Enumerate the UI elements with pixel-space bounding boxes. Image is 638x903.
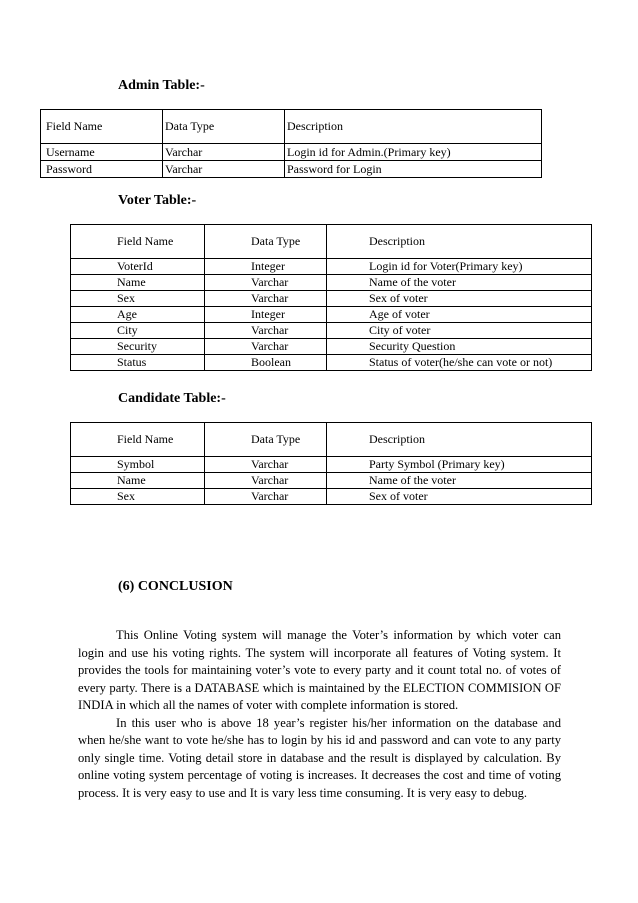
header-cell: Description — [327, 225, 592, 259]
table-row — [41, 144, 542, 161]
table-cell: Varchar — [205, 291, 327, 307]
table-cell: Name of the voter — [327, 275, 592, 291]
table-cell: Status — [71, 355, 205, 371]
table-cell: Symbol — [71, 457, 205, 473]
table-cell: Sex of voter — [327, 291, 592, 307]
header-cell: Field Name — [71, 225, 205, 259]
table-row — [71, 259, 592, 275]
table-row — [71, 355, 592, 371]
table-cell: Username — [41, 144, 163, 161]
header-cell: Description — [327, 423, 592, 457]
table-cell: Sex — [71, 489, 205, 505]
table-row — [71, 457, 592, 473]
table-cell: Varchar — [205, 323, 327, 339]
table-cell: Varchar — [163, 144, 285, 161]
table-row — [71, 323, 592, 339]
header-cell: Data Type — [205, 423, 327, 457]
table-row — [71, 291, 592, 307]
table-cell: Varchar — [205, 339, 327, 355]
voter-table-title: Voter Table:- — [118, 193, 197, 208]
table-cell: Password — [41, 161, 163, 178]
header-cell: Field Name — [71, 423, 205, 457]
table-cell: Age of voter — [327, 307, 592, 323]
table-cell: Name of the voter — [327, 473, 592, 489]
table-row — [71, 275, 592, 291]
conclusion-body — [78, 627, 561, 802]
table-cell: Varchar — [205, 275, 327, 291]
table-cell: Name — [71, 275, 205, 291]
table-cell: Varchar — [205, 457, 327, 473]
table-cell: Sex of voter — [327, 489, 592, 505]
admin-table — [40, 109, 542, 178]
table-cell: Boolean — [205, 355, 327, 371]
table-cell: VoterId — [71, 259, 205, 275]
table-row — [71, 473, 592, 489]
table-cell: Login id for Admin.(Primary key) — [285, 144, 542, 161]
conclusion-paragraph: In this user who is above 18 year’s register his/her information on the database and when he/she want to vote he/she has to login by his id and password and can vote to any party only single time. Voting detail store in database and the result is displayed by calculation. By online voting system percentage of voting is increases. It decreases the cost and time of voting process. It is very easy to use and It is vary less time consuming. It is very easy to debug. — [78, 715, 561, 800]
table-row — [71, 339, 592, 355]
table-cell: Name — [71, 473, 205, 489]
conclusion-paragraph: This Online Voting system will manage the Voter’s information by which voter can login and use his voting rights. The system will incorporate all features of Voting system. It provides the tools for maintaining voter’s vote to every party and it count total no. of votes of every party. There is a DATABASE which is maintained by the ELECTION COMMISION OF INDIA in which all the names of voter with complete information is stored. — [78, 628, 561, 712]
table-cell: Party Symbol (Primary key) — [327, 457, 592, 473]
table-cell: Varchar — [205, 473, 327, 489]
table-header-row — [71, 423, 592, 457]
header-cell: Data Type — [205, 225, 327, 259]
candidate-table-title: Candidate Table:- — [118, 391, 226, 406]
table-cell: Sex — [71, 291, 205, 307]
table-cell: Status of voter(he/she can vote or not) — [327, 355, 592, 371]
header-cell: Data Type — [163, 110, 285, 144]
table-row — [71, 307, 592, 323]
voter-table — [70, 224, 592, 371]
table-cell: Varchar — [163, 161, 285, 178]
table-cell: Security — [71, 339, 205, 355]
table-cell: Login id for Voter(Primary key) — [327, 259, 592, 275]
table-cell: Age — [71, 307, 205, 323]
table-cell: Integer — [205, 259, 327, 275]
admin-table-title: Admin Table:- — [118, 78, 205, 93]
header-cell: Field Name — [41, 110, 163, 144]
table-header-row — [41, 110, 542, 144]
table-cell: Security Question — [327, 339, 592, 355]
table-row — [41, 161, 542, 178]
conclusion-heading: (6) CONCLUSION — [118, 579, 233, 594]
table-cell: Varchar — [205, 489, 327, 505]
table-row — [71, 489, 592, 505]
header-cell: Description — [285, 110, 542, 144]
table-cell: City — [71, 323, 205, 339]
table-cell: Integer — [205, 307, 327, 323]
table-header-row — [71, 225, 592, 259]
table-cell: City of voter — [327, 323, 592, 339]
table-cell: Password for Login — [285, 161, 542, 178]
candidate-table — [70, 422, 592, 505]
